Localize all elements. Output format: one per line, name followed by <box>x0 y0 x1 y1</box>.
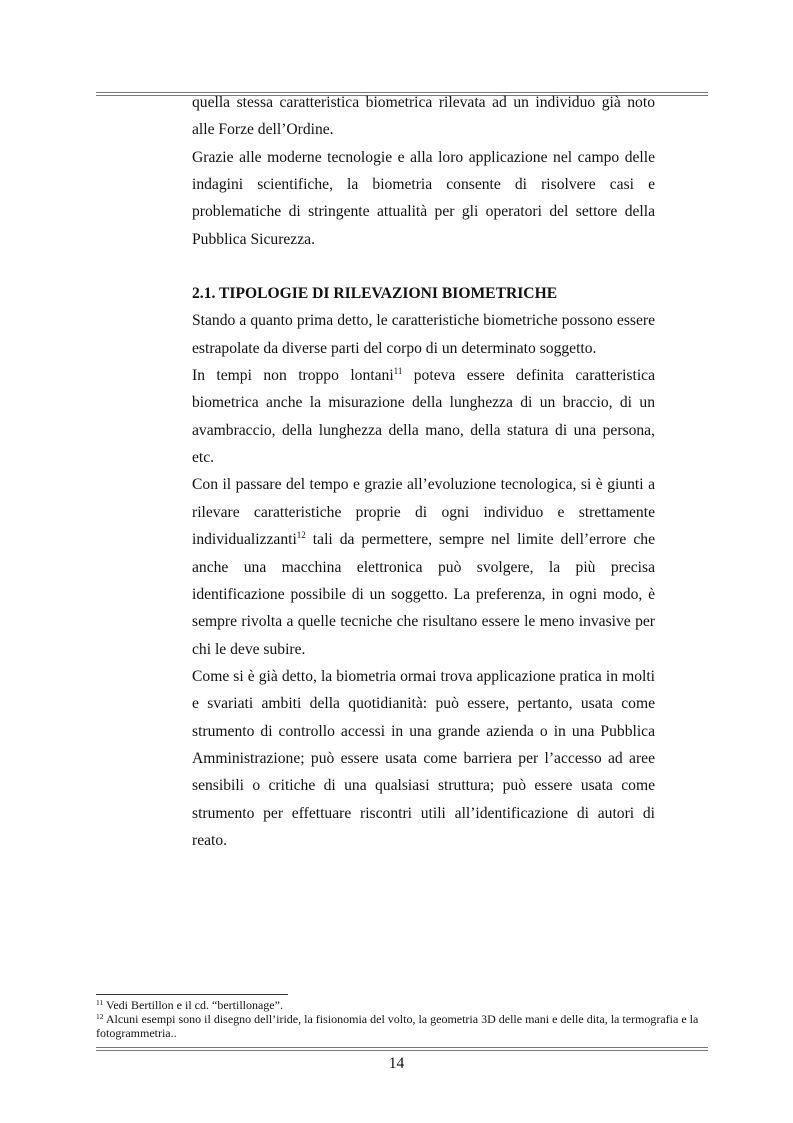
footnotes <box>96 998 708 1040</box>
footnote-ref-11: 11 <box>393 366 403 377</box>
footer-rule <box>96 1047 708 1051</box>
footnote-ref-12: 12 <box>296 530 306 541</box>
section-heading: 2.1. TIPOLOGIE DI RILEVAZIONI BIOMETRICHE <box>192 285 558 303</box>
page-number: 14 <box>388 1055 405 1072</box>
paragraph-technologies: Grazie alle moderne tecnologie e alla loro applicazione nel campo delle indagini scientifiche, la biometria consente di risolvere casi e problematiche di stringente attualità per gli operatori del settore della Pubblica Sicurezza. <box>192 148 655 248</box>
footnote-12 <box>96 1012 708 1040</box>
paragraph-past-text-b: poteva essere definita caratteristica biometrica anche la misurazione della lunghezza di un braccio, di un avambraccio, della lunghezza della mano, della statura di una persona, etc. <box>192 367 655 467</box>
footnote-text-11: Vedi Bertillon e il cd. “bertillonage”. <box>103 998 283 1012</box>
paragraph-past-measurements <box>192 362 655 471</box>
footnote-separator <box>96 994 288 995</box>
paragraph-applications: Come si è già detto, la biometria ormai trova applicazione pratica in molti e svariati ambiti della quotidianità: può essere, pertanto, usata come strumento di controllo accessi in una grande azienda o in una Pubblica Amministrazione; può essere usata come barriera per l’accesso ad aree sensibili o critiche di una qualsiasi struttura; può essere usata come strumento per effettuare riscontri utili all’identificazione di autori di reato. <box>192 667 655 849</box>
paragraph-evolution <box>192 471 655 662</box>
paragraph-past-text-a: In tempi non troppo lontani <box>192 367 394 385</box>
body-text <box>192 89 655 854</box>
paragraph-body-parts: Stando a quanto prima detto, le caratteristiche biometriche possono essere estrapolate da diverse parti del corpo di un determinato soggetto. <box>192 312 655 357</box>
footnote-number-12: 12 <box>96 1012 104 1021</box>
paragraph-evolution-text-a: Con il passare del tempo e grazie all’evoluzione tecnologica, si è giunti a rilevare caratteristiche proprie di ogni individuo e strettamente individualizzanti <box>192 476 655 549</box>
paragraph-continuation: quella stessa caratteristica biometrica rilevata ad un individuo già noto alle Forze dell’Ordine. <box>192 94 655 139</box>
paragraph-evolution-text-b: tali da permettere, sempre nel limite dell’errore che anche una macchina elettronica può svolgere, la più precisa identificazione possibile di un soggetto. La preferenza, in ogni modo, è sempre rivolta a quelle tecniche che risultano essere le meno invasive per chi le deve subire. <box>192 531 655 658</box>
footnote-11 <box>96 998 708 1012</box>
footnote-text-12: Alcuni esempi sono il disegno dell’iride, la fisionomia del volto, la geometria 3D delle mani e delle dita, la termografia e la fotogrammetria.. <box>96 1012 699 1040</box>
footnote-number-11: 11 <box>96 998 104 1007</box>
